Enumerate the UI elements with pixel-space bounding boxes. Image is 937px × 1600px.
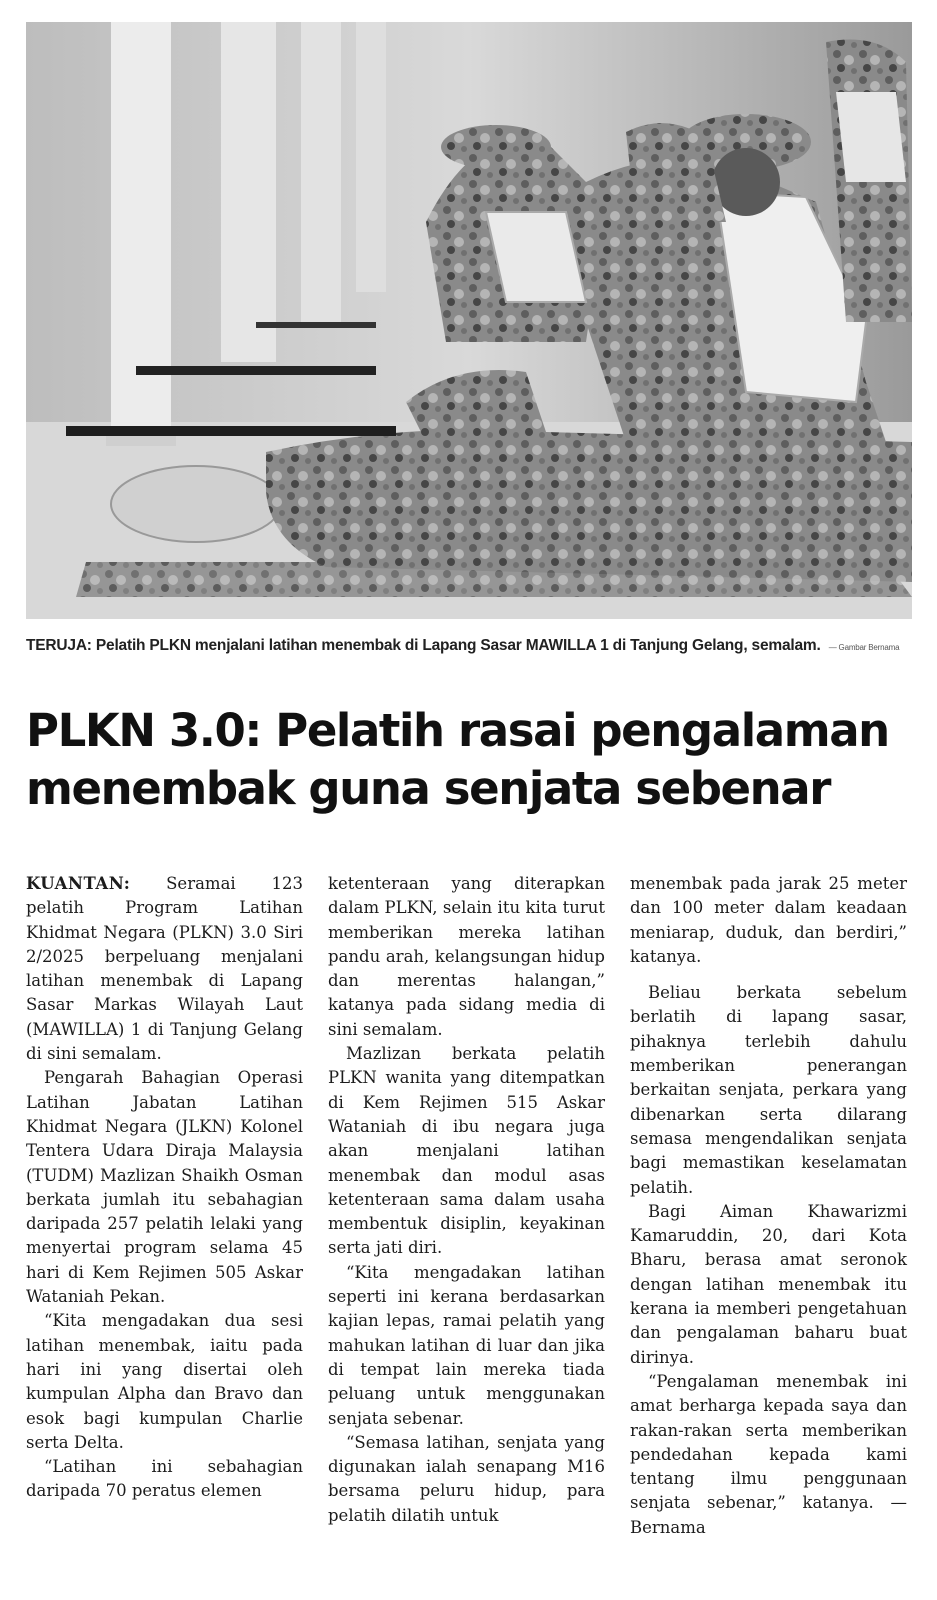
article-paragraph: “Latihan ini sebahagian daripada 70 peratus elemen (26, 1457, 303, 1501)
article-column-1 (26, 872, 303, 1504)
article-column-3 (630, 872, 907, 1540)
headline-line-1: PLKN 3.0: Pelatih rasai pengalaman (26, 704, 889, 757)
headline (26, 702, 916, 818)
article-paragraph: Bagi Aiman Khawarizmi Kamaruddin, 20, dari Kota Bharu, berasa amat seronok dengan latihan menembak itu kerana ia memberi pengetahuan dan pengalaman baharu buat dirinya. (630, 1201, 907, 1367)
article-paragraph: Pengarah Bahagian Operasi Latihan Jabatan Latihan Khidmat Negara (JLKN) Kolonel Tentera Udara Diraja Malaysia (TUDM) Mazlizan Shaikh Osman berkata jumlah itu sebahagian daripada 257 pelatih lelaki yang menyertai program selama 45 hari di Kem Rejimen 505 Askar Wataniah Pekan. (26, 1068, 303, 1307)
caption-credit: — Gambar Bernama (828, 643, 900, 652)
article-body (26, 872, 916, 1592)
article-paragraph: Beliau berkata sebelum berlatih di lapang sasar, pihaknya terlebih dahulu memberikan penerangan berkaitan senjata, perkara yang dibenarkan serta dilarang semasa mengendalikan senjata bagi memastikan keselamatan pelatih. (630, 983, 907, 1197)
article-paragraph: ketenteraan yang diterapkan dalam PLKN, selain itu kita turut memberikan mereka latihan pandu arah, kelangsungan hidup dan merentas halangan,” katanya pada sidang media di sini semalam. (328, 874, 605, 1039)
dateline: KUANTAN: (26, 874, 131, 893)
article-paragraph: “Pengalaman menembak ini amat berharga kepada saya dan rakan-rakan serta memberikan pendedahan kepada kami tentang ilmu penggunaan senjata sebenar,” katanya. — Bernama (630, 1371, 907, 1537)
article-paragraph: “Kita mengadakan dua sesi latihan menembak, iaitu pada hari ini yang disertai oleh kumpulan Alpha dan Bravo dan esok bagi kumpulan Charlie serta Delta. (26, 1311, 303, 1452)
headline-line-2: menembak guna senjata sebenar (26, 762, 831, 815)
article-column-2 (328, 872, 605, 1528)
article-paragraph: “Semasa latihan, senjata yang digunakan ialah senapang M16 bersama peluru hidup, para pelatih dilatih untuk (328, 1432, 605, 1525)
article-paragraph: Mazlizan berkata pelatih PLKN wanita yang ditempatkan di Kem Rejimen 515 Askar Wataniah di ibu negara juga akan menjalani latihan menembak dan modul asas ketenteraan sama dalam usaha membentuk disiplin, keyakinan serta jati diri. (328, 1044, 605, 1258)
article-paragraph: menembak pada jarak 25 meter dan 100 meter dalam keadaan meniarap, duduk, dan berdiri,” katanya. (630, 874, 907, 966)
article-paragraph: “Kita mengadakan latihan seperti ini kerana berdasarkan kajian lepas, ramai pelatih yang mahukan latihan di luar dan jika di tempat lain mereka tiada peluang untuk menggunakan senjata sebenar. (328, 1262, 605, 1428)
article-paragraph: KUANTAN: Seramai 123 pelatih Program Latihan Khidmat Negara (PLKN) 3.0 Siri 2/2025 berpeluang menjalani latihan menembak di Lapang Sasar Markas Wilayah Laut (MAWILLA) 1 di Tanjung Gelang di sini semalam. (26, 874, 304, 1064)
news-photo (26, 22, 912, 619)
caption-text: Pelatih PLKN menjalani latihan menembak di Lapang Sasar MAWILLA 1 di Tanjung Gelang, semalam. (95, 637, 821, 654)
photo-caption (26, 634, 916, 660)
caption-label: TERUJA: (26, 637, 92, 654)
